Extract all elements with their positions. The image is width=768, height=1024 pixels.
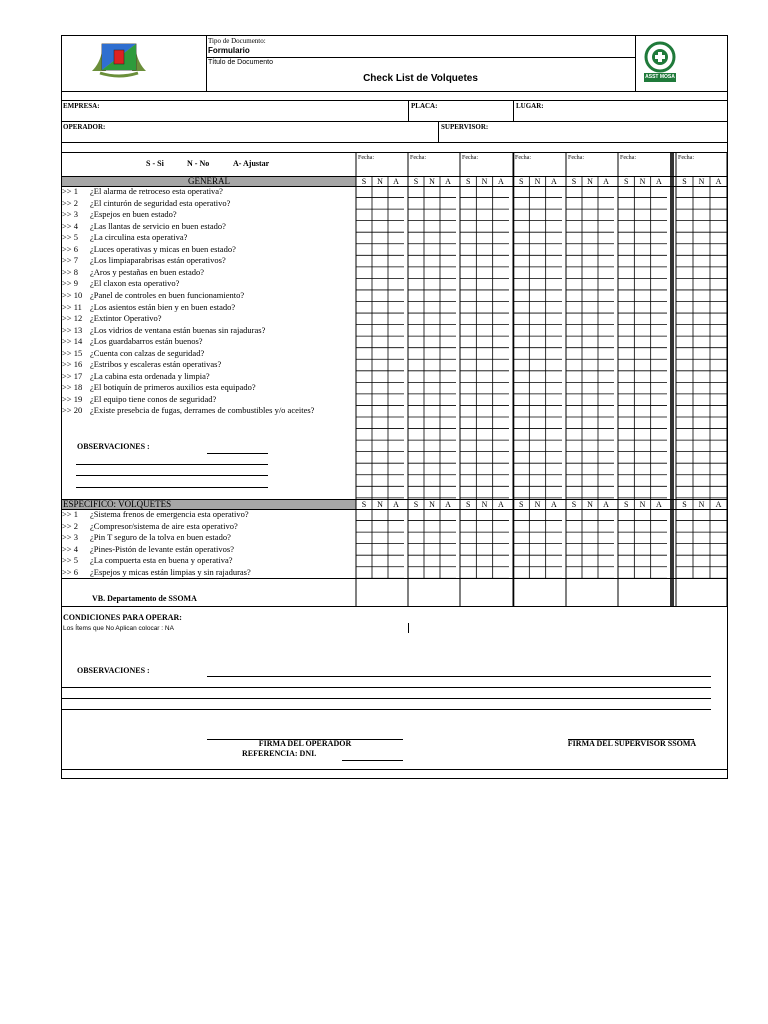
- especifico-item: [62, 521, 238, 532]
- sna-label-a: A: [550, 177, 557, 186]
- general-item: [62, 290, 244, 301]
- item-text: ¿Compresor/sistema de aire esta operativo?: [90, 520, 238, 531]
- general-item: [62, 302, 235, 313]
- item-number: >> 16: [62, 359, 83, 370]
- especifico-item: [62, 567, 251, 578]
- sna-label-a: A: [655, 177, 662, 186]
- sna-label-s: S: [571, 500, 577, 509]
- sna-label-n: N: [587, 500, 593, 509]
- sna-label-n: N: [377, 500, 383, 509]
- general-item: [62, 348, 204, 359]
- sna-label-s: S: [518, 177, 524, 186]
- supervisor-label: SUPERVISOR:: [441, 123, 489, 131]
- fecha-label: Fecha:: [568, 155, 584, 161]
- sna-label-s: S: [682, 177, 687, 186]
- doc-type-label: Tipo de Documento:: [208, 37, 266, 45]
- sna-label-s: S: [623, 500, 629, 509]
- especifico-item: [62, 509, 249, 520]
- fecha-label: Fecha:: [620, 155, 636, 161]
- sna-label-s: S: [413, 500, 419, 509]
- sna-label-a: A: [497, 500, 504, 509]
- sna-label-n: N: [481, 500, 488, 509]
- item-number: >> 2: [62, 520, 78, 531]
- na-note: Los Ítems que No Aplican colocar : NA: [63, 625, 174, 632]
- sna-label-a: A: [445, 177, 451, 186]
- sna-label-a: A: [445, 500, 451, 509]
- obs2-line-b: [62, 687, 711, 688]
- item-number: >> 4: [62, 543, 78, 554]
- general-item: [62, 186, 223, 197]
- item-text: ¿Extintor Operativo?: [90, 313, 162, 324]
- firma-supervisor: FIRMA DEL SUPERVISOR SSOMA: [567, 739, 697, 748]
- general-item: [62, 371, 210, 382]
- sna-label-a: A: [393, 177, 399, 186]
- fecha-label: Fecha:: [515, 155, 531, 161]
- item-number: >> 18: [62, 382, 83, 393]
- item-text: ¿Aros y pestañas en buen estado?: [90, 266, 205, 277]
- sna-label-s: S: [361, 177, 367, 186]
- dni-line: [342, 760, 403, 761]
- especifico-item: [62, 555, 233, 566]
- obs2-line-d: [62, 709, 711, 710]
- sna-label-s: S: [571, 177, 577, 186]
- item-number: >> 4: [62, 220, 78, 231]
- sna-label-n: N: [639, 177, 646, 186]
- vb-top-line: [62, 578, 727, 579]
- general-item: [62, 255, 226, 266]
- item-text: ¿Los vidrios de ventana están buenas sin rajaduras?: [90, 324, 266, 335]
- general-observaciones-label: OBSERVACIONES :: [77, 442, 150, 451]
- item-number: >> 8: [62, 266, 78, 277]
- item-number: >> 7: [62, 255, 78, 266]
- item-text: ¿Los asientos están bien y en buen estado?: [90, 301, 236, 312]
- sna-label-n: N: [534, 177, 541, 186]
- general-item: [62, 359, 221, 370]
- doc-type-value: Formulario: [208, 46, 250, 55]
- referencia-dni: REFERENCIA: DNI.: [242, 749, 317, 758]
- item-number: >> 3: [62, 532, 78, 543]
- item-text: ¿El cinturón de seguridad esta operativo?: [90, 197, 231, 208]
- item-text: ¿Existe presebcia de fugas, derrames de combustibles y/o aceites?: [90, 405, 315, 416]
- item-text: ¿Luces operativas y micas en buen estado?: [90, 243, 236, 254]
- item-text: ¿Panel de controles en buen funcionamiento?: [90, 289, 245, 300]
- item-number: >> 6: [62, 243, 78, 254]
- general-title: GENERAL: [188, 176, 230, 186]
- item-number: >> 10: [62, 289, 83, 300]
- general-item: [62, 336, 203, 347]
- sna-label-n: N: [429, 500, 435, 509]
- doc-title: Check List de Volquetes: [363, 73, 478, 84]
- item-number: >> 14: [62, 336, 83, 347]
- item-text: ¿La cabina esta ordenada y limpia?: [90, 370, 210, 381]
- item-number: >> 13: [62, 324, 83, 335]
- item-text: ¿La compuerta esta en buena y operativa?: [90, 555, 233, 566]
- general-item: [62, 394, 216, 405]
- general-item: [62, 209, 177, 220]
- fecha-label: Fecha:: [678, 155, 694, 161]
- item-number: >> 6: [62, 566, 78, 577]
- item-text: ¿Cuenta con calzas de seguridad?: [90, 347, 205, 358]
- obs2-line-a: [207, 676, 711, 677]
- general-item: [62, 313, 162, 324]
- item-text: ¿Las llantas de servicio en buen estado?: [90, 220, 226, 231]
- footer-observaciones-label: OBSERVACIONES :: [77, 666, 150, 675]
- operador-label: OPERADOR:: [63, 123, 106, 131]
- item-number: >> 1: [62, 186, 78, 196]
- sna-label-n: N: [377, 177, 383, 186]
- fecha-label: Fecha:: [358, 155, 374, 161]
- general-item: [62, 232, 187, 243]
- item-number: >> 1: [62, 509, 78, 519]
- condiciones-mark: [408, 623, 409, 633]
- item-number: >> 5: [62, 555, 78, 566]
- item-number: >> 9: [62, 278, 78, 289]
- doc-title-label: Título de Documento: [208, 59, 273, 66]
- item-text: ¿Sistema frenos de emergencia esta operativo?: [90, 509, 249, 519]
- item-text: ¿Los guardabarros están buenos?: [90, 336, 203, 347]
- lugar-label: LUGAR:: [516, 102, 544, 110]
- vb-bottom-line: [62, 606, 727, 607]
- item-number: >> 12: [62, 313, 83, 324]
- placa-label: PLACA:: [411, 102, 438, 110]
- item-text: ¿Estribos y escaleras están operativas?: [90, 359, 222, 370]
- general-item: [62, 244, 236, 255]
- especifico-title: ESPECIFICO: VOLQUETES: [63, 499, 172, 509]
- item-text: ¿El alarma de retroceso esta operativa?: [90, 186, 223, 196]
- firma-operador: FIRMA DEL OPERADOR: [258, 739, 352, 748]
- legend-ajustar: A- Ajustar: [233, 159, 270, 168]
- vb-ssoma: VB. Departamento de SSOMA: [92, 594, 197, 603]
- especifico-item: [62, 544, 234, 555]
- sna-label-a: A: [393, 500, 399, 509]
- item-number: >> 17: [62, 370, 83, 381]
- sna-label-n: N: [698, 500, 705, 509]
- sna-label-a: A: [655, 500, 662, 509]
- sna-label-a: A: [603, 177, 609, 186]
- item-number: >> 3: [62, 209, 78, 220]
- item-number: >> 20: [62, 405, 83, 416]
- legend-no: N - No: [187, 159, 210, 168]
- general-item: [62, 382, 256, 393]
- item-number: >> 5: [62, 232, 78, 243]
- obs2-line-c: [62, 698, 711, 699]
- general-item: [62, 278, 179, 289]
- sna-label-n: N: [481, 177, 488, 186]
- item-text: ¿El claxon esta operativo?: [90, 278, 180, 289]
- sna-label-a: A: [715, 177, 722, 186]
- checklist-form: [61, 35, 728, 779]
- item-text: ¿El botiquín de primeros auxilios esta equipado?: [90, 382, 256, 393]
- general-item: [62, 198, 230, 209]
- sna-label-a: A: [550, 500, 557, 509]
- sna-label-n: N: [698, 177, 705, 186]
- form-bottom-line: [62, 769, 727, 770]
- sna-label-s: S: [623, 177, 629, 186]
- item-number: >> 15: [62, 347, 83, 358]
- sna-label-s: S: [413, 177, 419, 186]
- item-text: ¿El equipo tiene conos de seguridad?: [90, 393, 217, 404]
- empresa-label: EMPRESA:: [63, 102, 100, 110]
- fecha-label: Fecha:: [410, 155, 426, 161]
- general-item: [62, 221, 226, 232]
- fecha-label: Fecha:: [462, 155, 478, 161]
- sna-label-a: A: [715, 500, 722, 509]
- especifico-item: [62, 532, 231, 543]
- item-text: ¿Espejos y micas están limpias y sin rajaduras?: [90, 566, 251, 577]
- item-text: ¿Espejos en buen estado?: [90, 209, 177, 220]
- sna-label-n: N: [587, 177, 593, 186]
- item-text: ¿Pin T seguro de la tolva en buen estado?: [90, 532, 231, 543]
- sna-label-n: N: [534, 500, 541, 509]
- item-number: >> 11: [62, 301, 82, 312]
- legend-si: S - Si: [146, 159, 164, 168]
- item-text: ¿Los limpiaparabrisas están operativos?: [90, 255, 226, 266]
- general-item: [62, 267, 204, 278]
- sna-label-s: S: [682, 500, 687, 509]
- sna-label-s: S: [518, 500, 524, 509]
- sna-label-s: S: [465, 500, 471, 509]
- item-number: >> 19: [62, 393, 83, 404]
- general-item: [62, 325, 265, 336]
- sna-label-s: S: [361, 500, 367, 509]
- sna-label-n: N: [429, 177, 435, 186]
- item-number: >> 2: [62, 197, 78, 208]
- general-item: [62, 405, 314, 416]
- sna-label-s: S: [465, 177, 471, 186]
- item-text: ¿Pines-Pistón de levante están operativos?: [90, 543, 234, 554]
- item-text: ¿La circulina esta operativa?: [90, 232, 188, 243]
- condiciones-label: CONDICIONES PARA OPERAR:: [63, 613, 182, 622]
- sna-label-a: A: [497, 177, 504, 186]
- ssoma-logo-text: ASST MOSA: [645, 74, 675, 80]
- sna-label-a: A: [603, 500, 609, 509]
- sna-label-n: N: [639, 500, 646, 509]
